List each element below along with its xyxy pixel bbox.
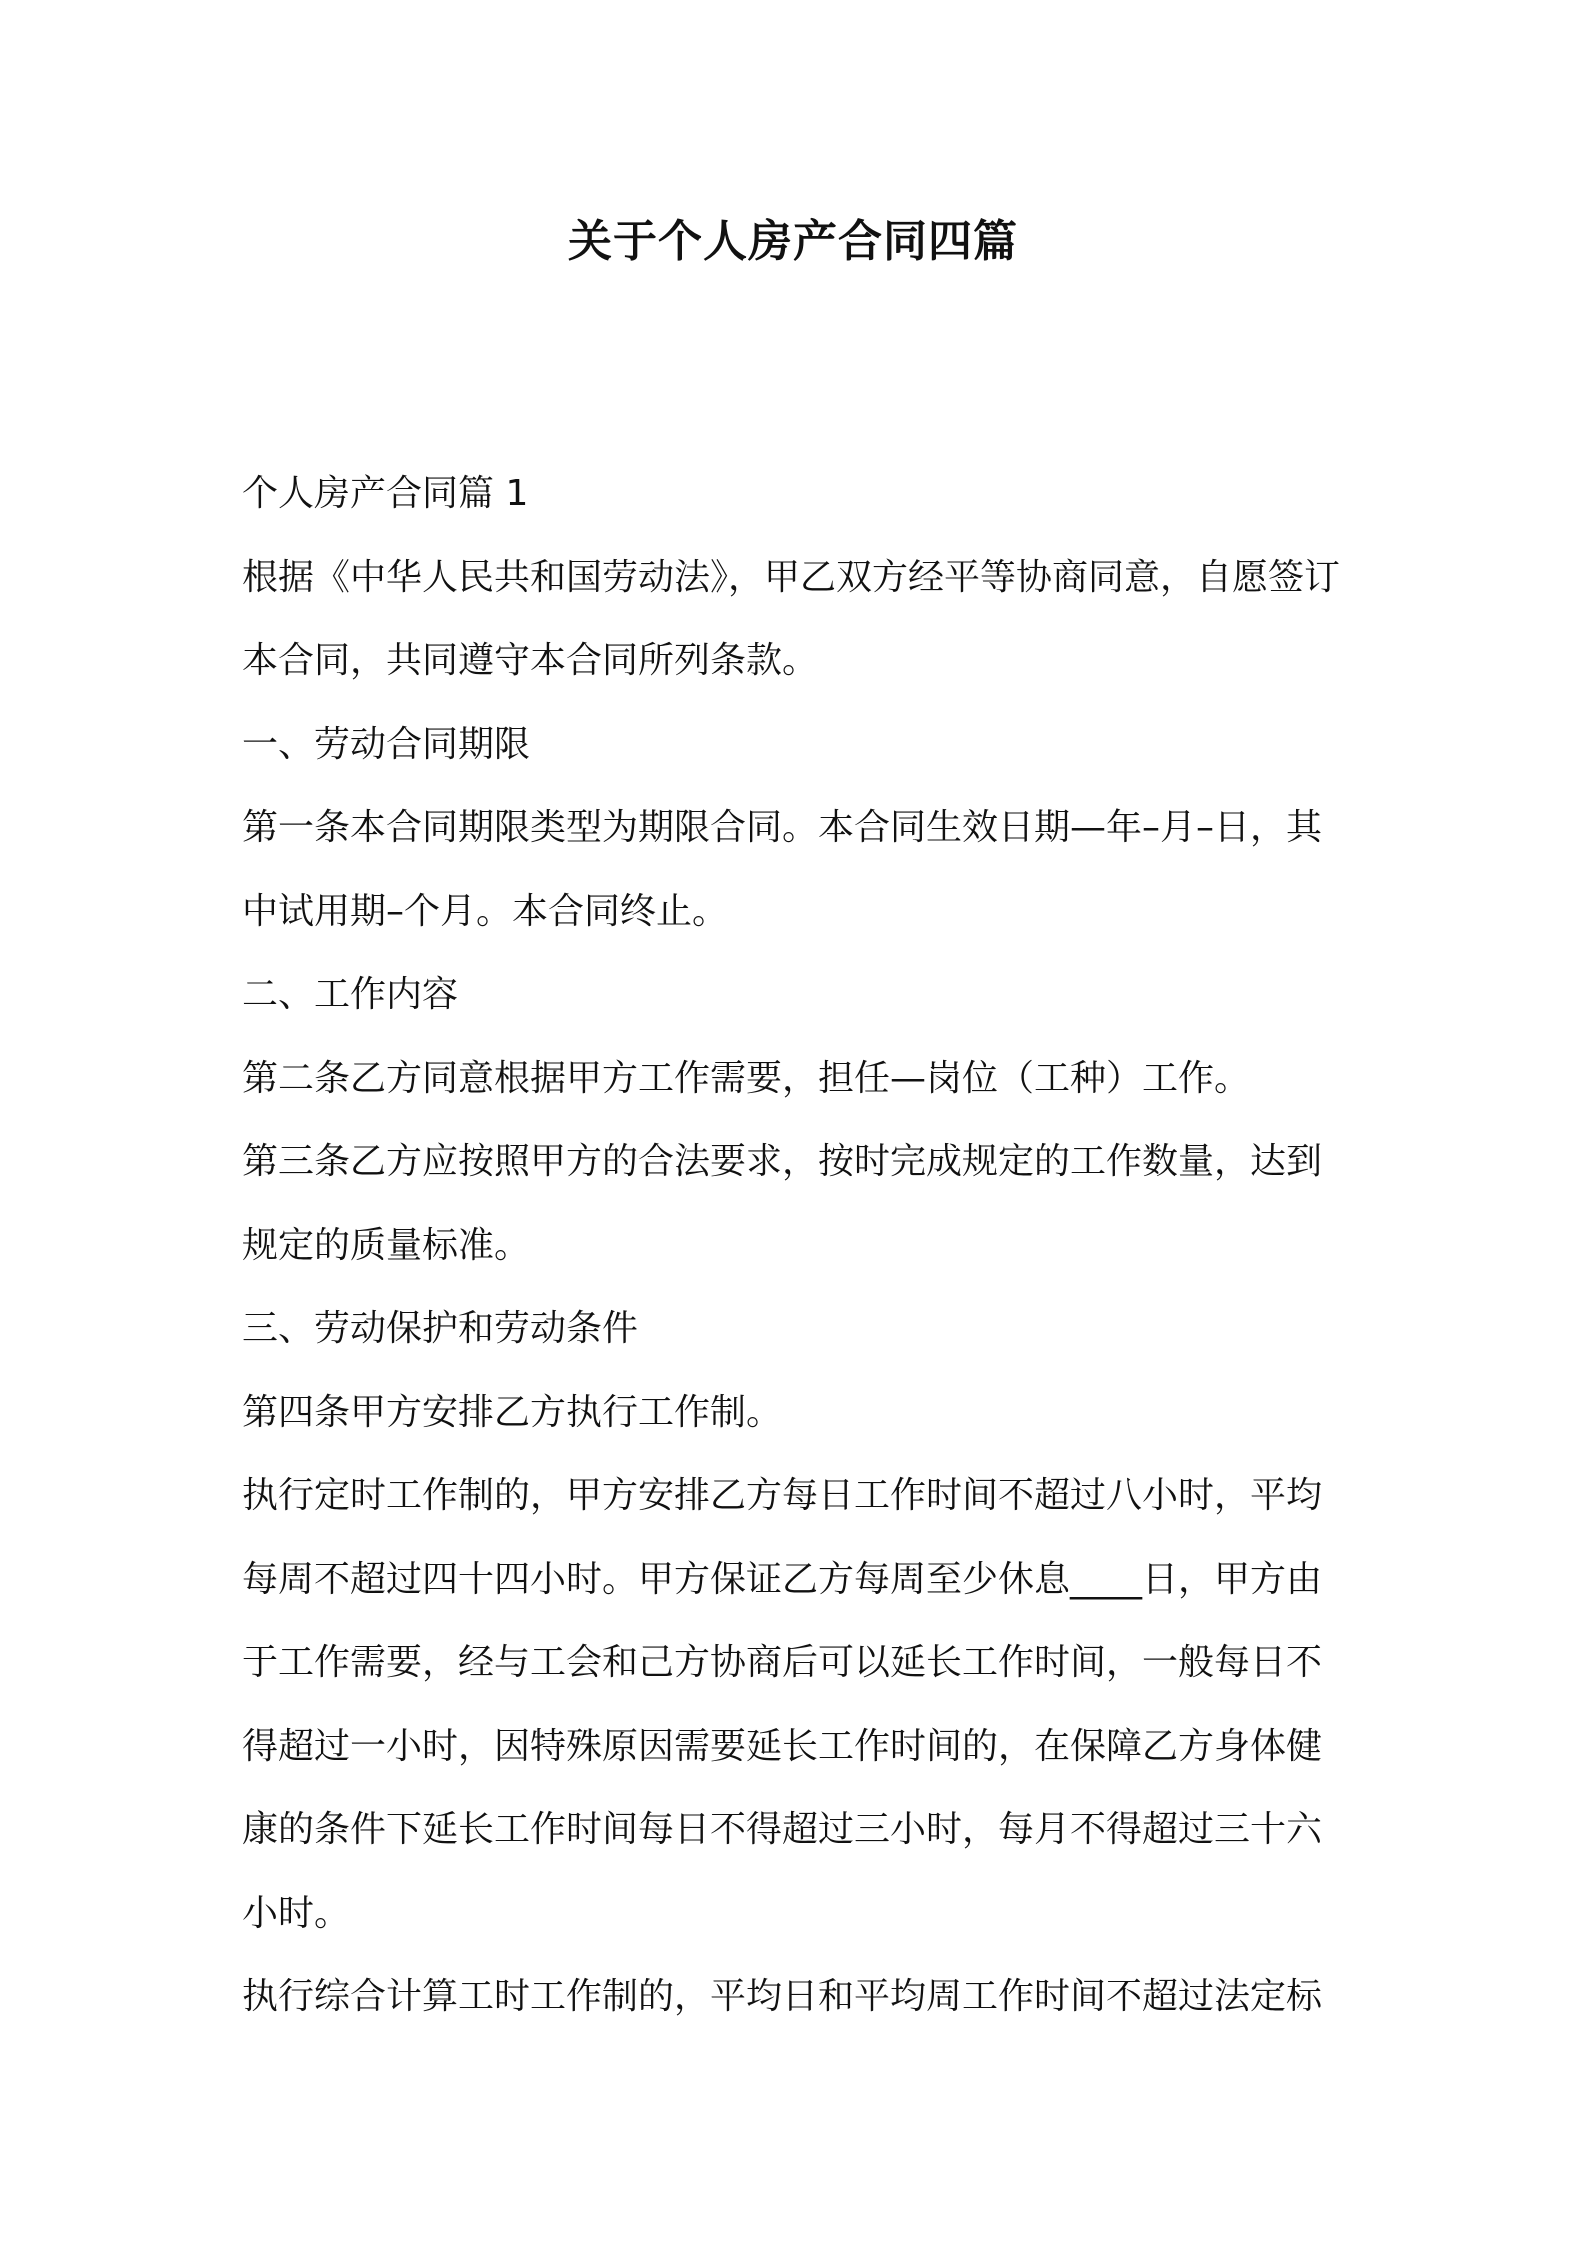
body-paragraph: 第三条乙方应按照甲方的合法要求，按时完成规定的工作数量，达到规定的质量标准。 <box>242 1141 1323 1266</box>
body-paragraph: 第一条本合同期限类型为期限合同。本合同生效日期—年–月–日，其中试用期–个月。本合同终止。 <box>242 807 1323 932</box>
section-heading: 个人房产合同篇 1 <box>242 473 529 514</box>
body-paragraph: 第二条乙方同意根据甲方工作需要，担任—岗位（工种）工作。 <box>242 1057 1251 1099</box>
body-paragraph: 第四条甲方安排乙方执行工作制。 <box>242 1391 783 1433</box>
body-paragraph: 根据《中华人民共和国劳动法》，甲乙双方经平等协商同意，自愿签订本合同，共同遵守本合同所列条款。 <box>242 556 1341 681</box>
section-heading: 三、劳动保护和劳动条件 <box>242 1308 639 1349</box>
section-heading: 一、劳动合同期限 <box>242 723 531 765</box>
document-body <box>242 452 1352 2039</box>
section-heading: 二、工作内容 <box>242 974 459 1015</box>
document-title: 关于个人房产合同四篇 <box>568 216 1018 267</box>
body-paragraph: 执行定时工作制的，甲方安排乙方每日工作时间不超过八小时，平均每周不超过四十四小时。甲方保证乙方每周至少休息____日，甲方由于工作需要，经与工会和己方协商后可以延长工作时间，一般每日不得超过一小时，因特殊原因需要延长工作时间的，在保障乙方身体健康的条件下延长工作时间每日不得超过三小时，每月不得超过三十六小时。 <box>242 1475 1323 1934</box>
body-paragraph: 执行综合计算工时工作制的，平均日和平均周工作时间不超过法定标 <box>242 1976 1323 2017</box>
